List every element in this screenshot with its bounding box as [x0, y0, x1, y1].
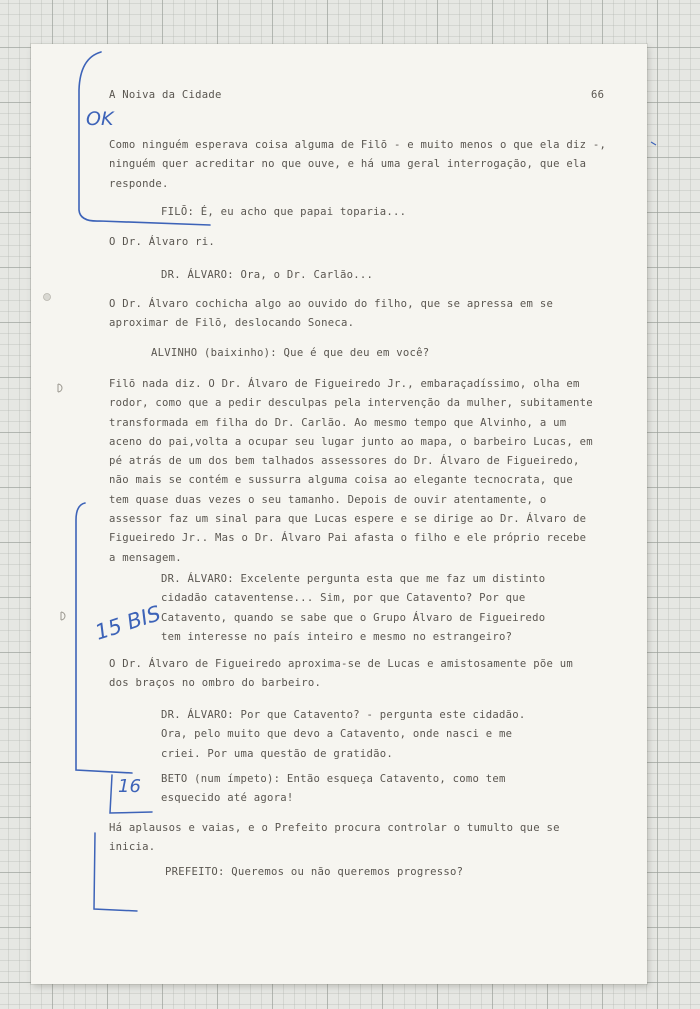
bis-mark: 15 BIS: [92, 601, 164, 645]
text-line: DR. ÁLVARO: Por que Catavento? - pergunta este cidadão.: [161, 709, 526, 721]
text-line: Filō nada diz. O Dr. Álvaro de Figueiredo Jr., embaraçadíssimo, olha em: [109, 378, 580, 390]
text-line: O Dr. Álvaro cochicha algo ao ouvido do filho, que se apressa em se: [109, 298, 554, 310]
dialogue-alvinho: [151, 344, 429, 363]
text-line: ALVINHO (baixinho): Que é que deu em você?: [151, 347, 430, 359]
typed-page: [31, 44, 647, 984]
text-line: ninguém quer acreditar no que ouve, e há uma geral interrogação, que ela: [109, 158, 587, 171]
punch-hole: [58, 611, 68, 621]
text-line: cidadão cataventense... Sim, por que Catavento? Por que: [161, 592, 526, 605]
text-line: pé atrás de um dos bem talhados assessores do Dr. Álvaro de Figueiredo,: [109, 455, 580, 468]
text-line: responde.: [109, 177, 169, 190]
text-line: não mais se contém e sussurra alguma coisa ao elegante tecnocrata, que: [109, 474, 573, 487]
text-line: a mensagem.: [109, 551, 182, 564]
stage-direction-4: [109, 375, 593, 568]
stage-direction-5: [109, 655, 573, 694]
text-line: DR. ÁLVARO: Excelente pergunta esta que me faz um distinto: [161, 573, 546, 585]
text-line: Figueiredo Jr.. Mas o Dr. Álvaro Pai afasta o filho e ele próprio recebe: [109, 532, 587, 545]
stage-direction-1: [109, 136, 606, 194]
dialogue-dr-alvaro-3: [161, 706, 526, 764]
page-number: 66: [591, 89, 605, 101]
text-line: inicia.: [109, 841, 156, 854]
text-line: O Dr. Álvaro ri.: [109, 236, 216, 248]
text-line: dos braços no ombro do barbeiro.: [109, 677, 322, 690]
ok-mark: OK: [86, 108, 114, 130]
text-line: Como ninguém esperava coisa alguma de Filō - e muito menos o que ela diz -,: [109, 139, 607, 151]
page-16-mark: 16: [118, 776, 141, 797]
text-line: Ora, pelo muito que devo a Catavento, onde nasci e me: [161, 728, 513, 741]
dialogue-dr-alvaro-1: [161, 266, 373, 285]
text-line: esquecido até agora!: [161, 792, 294, 805]
text-line: aceno do pai,volta a ocupar seu lugar junto ao mapa, o barbeiro Lucas, em: [109, 435, 593, 448]
dialogue-dr-alvaro-2: [161, 570, 545, 647]
text-line: tem interesse no país inteiro e mesmo no estrangeiro?: [161, 630, 513, 643]
punch-hole: [55, 383, 65, 393]
stage-direction-3: [109, 295, 553, 334]
text-line: criei. Por uma questão de gratidão.: [161, 747, 393, 760]
text-line: FILŌ: É, eu acho que papai toparia...: [161, 206, 407, 218]
text-line: transformada em filha do Dr. Carlão. Ao mesmo tempo que Alvinho, a um: [109, 416, 567, 429]
text-line: O Dr. Álvaro de Figueiredo aproxima-se de Lucas e amistosamente põe um: [109, 658, 573, 670]
text-line: DR. ÁLVARO: Ora, o Dr. Carlão...: [161, 269, 374, 281]
stage-direction-6: [109, 819, 560, 858]
dialogue-prefeito: [165, 863, 463, 882]
bracket-tick: [651, 142, 656, 145]
text-line: PREFEITO: Queremos ou não queremos progresso?: [165, 866, 464, 878]
text-line: aproximar de Filō, deslocando Soneca.: [109, 317, 355, 330]
text-line: BETO (num ímpeto): Então esqueça Catavento, como tem: [161, 773, 506, 785]
dialogue-filo: [161, 203, 406, 222]
text-line: rodor, como que a pedir desculpas pela intervenção da mulher, subitamente: [109, 397, 593, 410]
dialogue-beto: [161, 770, 506, 809]
text-line: Há aplausos e vaias, e o Prefeito procura controlar o tumulto que se: [109, 822, 560, 834]
text-line: Catavento, quando se sabe que o Grupo Álvaro de Figueiredo: [161, 611, 546, 624]
text-line: tem quase duas vezes o seu tamanho. Depois de ouvir atentamente, o: [109, 493, 547, 506]
text-line: assessor faz um sinal para que Lucas espere e se dirige ao Dr. Álvaro de: [109, 513, 587, 526]
running-title: A Noiva da Cidade: [109, 89, 222, 101]
stage-direction-2: [109, 233, 215, 252]
punch-hole: [42, 292, 52, 302]
